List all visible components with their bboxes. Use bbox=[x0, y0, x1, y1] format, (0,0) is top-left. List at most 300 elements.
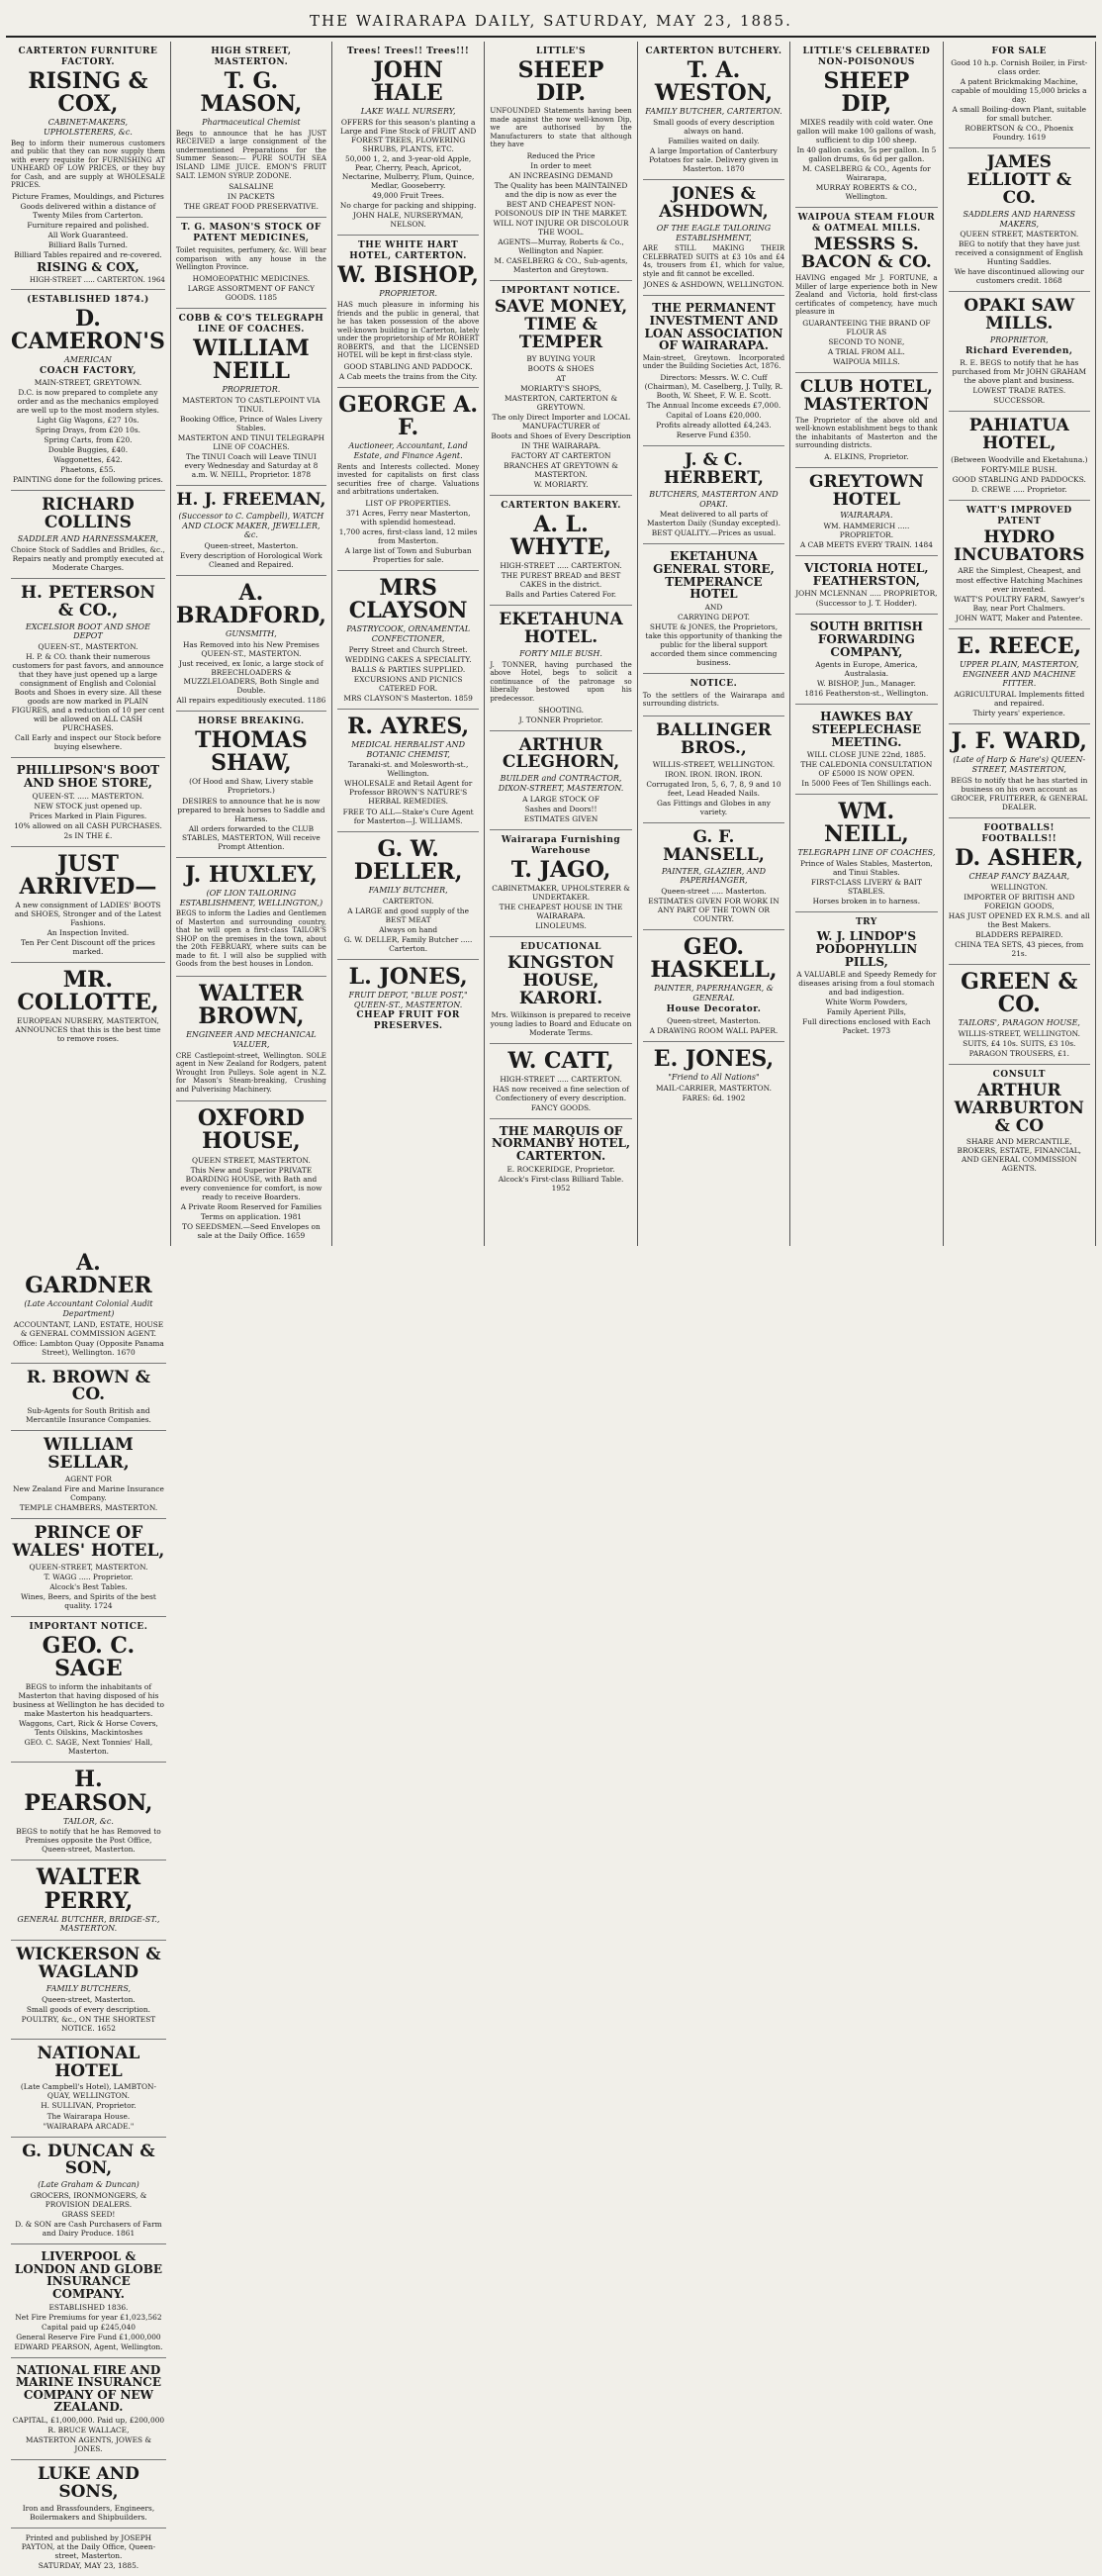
ad-line: (Successor to J. T. Hodder). bbox=[815, 599, 917, 609]
advertisement bbox=[176, 486, 326, 576]
ad-line: In 5000 Fees of Ten Shillings each. bbox=[801, 779, 932, 789]
ad-line: HOMOEOPATHIC MEDICINES. bbox=[192, 273, 311, 283]
ad-line: Mrs. Wilkinson is prepared to receive young ladies to Board and Educate on Moderate Terms. bbox=[490, 1009, 632, 1037]
ad-kicker: WAIPOUA STEAM FLOUR & OATMEAL MILLS. bbox=[797, 213, 936, 235]
ad-line: SHARE AND MERCANTILE, BROKERS, ESTATE, FINANCIAL, AND GENERAL COMMISSION AGENTS. bbox=[957, 1137, 1082, 1174]
ad-headline: J. & C. HERBERT, bbox=[663, 450, 764, 488]
advertisement bbox=[490, 830, 631, 937]
ad-headline: W. J. LINDOP'S PODOPHYLLIN PILLS, bbox=[815, 929, 918, 969]
ad-line: AND bbox=[704, 602, 723, 612]
ad-kicker: TRY bbox=[855, 917, 877, 928]
advertisement bbox=[643, 823, 784, 930]
ad-line: PARAGON TROUSERS, £1. bbox=[968, 1048, 1069, 1058]
ad-subheading: BUTCHERS, MASTERTON AND OPAKI. bbox=[649, 489, 779, 509]
advertisement bbox=[643, 446, 784, 544]
ad-kicker: (ESTABLISHED 1874.) bbox=[27, 295, 149, 306]
column-8 bbox=[6, 1246, 171, 2576]
ad-headline: G. W. DELLER, bbox=[353, 835, 463, 885]
ad-subheading: WAIRARAPA. bbox=[840, 511, 893, 521]
ad-line: AN INCREASING DEMAND bbox=[508, 170, 613, 180]
column-6 bbox=[790, 42, 943, 1246]
ad-line: W. BISHOP, Jun., Manager. bbox=[816, 679, 916, 689]
advertisement bbox=[11, 1364, 166, 1432]
ad-line: LARGE ASSORTMENT OF FANCY GOODS. 1185 bbox=[187, 283, 316, 302]
ad-line: W. MORIARTY. bbox=[533, 480, 589, 490]
ad-line: Good 10 h.p. Cornish Boiler, in First-class order. bbox=[951, 57, 1088, 76]
ad-line: WILL CLOSE JUNE 22nd, 1885. bbox=[806, 750, 926, 760]
ad-body-text: Begs to announce that he has JUST RECEIVED a large consignment of the undermentioned Preparations for the Summer Season:— PURE SOUTH SEA ISLAND LIME JUICE. EMON'S FRUIT SALT. LEMON SYRUP. ZODONE. bbox=[175, 129, 326, 180]
ad-line: JOHN MCLENNAN ..... PROPRIETOR, bbox=[795, 589, 938, 599]
ad-line: 371 Acres, Ferry near Masterton, with splendid homestead. bbox=[345, 508, 471, 526]
ad-headline: WALTER PERRY, bbox=[36, 1864, 141, 1914]
ad-line: TEMPLE CHAMBERS, MASTERTON. bbox=[19, 1503, 158, 1513]
ad-line: An Inspection Invited. bbox=[46, 928, 130, 938]
ad-headline: HYDRO INCUBATORS bbox=[954, 526, 1085, 565]
ad-caption: House Decorator. bbox=[666, 1003, 762, 1014]
advertisement bbox=[490, 606, 631, 730]
ad-line: MASTERTON AND TINUI TELEGRAPH LINE OF COACHES. bbox=[177, 432, 325, 451]
ad-line: CARTERTON. bbox=[382, 896, 434, 906]
masthead: THE WAIRARAPA DAILY, SATURDAY, MAY 23, 1885. bbox=[6, 6, 1096, 38]
ad-headline: J. HUXLEY, bbox=[184, 861, 318, 888]
ad-line: BEST AND CHEAPEST NON-POISONOUS DIP IN THE MARKET. bbox=[495, 199, 627, 218]
ad-body-text: HAVING engaged Mr J. FORTUNE, a Miller of large experience both in New Zealand and Victoria, hold first-class certificates of competency, have much pleasure in bbox=[795, 274, 938, 317]
ad-headline: R. BROWN & CO. bbox=[26, 1367, 151, 1405]
ad-line: T. WAGG ..... Proprietor. bbox=[44, 1572, 134, 1581]
ad-line: Sashes and Doors!! bbox=[524, 804, 597, 813]
ad-line: MIXES readily with cold water. One gallon will make 100 gallons of wash, sufficient to dip 100 sheep. bbox=[796, 118, 937, 145]
ad-line: GOOD STABLING AND PADDOCKS. bbox=[952, 474, 1086, 484]
ad-line: FIRST-CLASS LIVERY & BAIT STABLES. bbox=[810, 878, 922, 897]
ad-kicker: WATT'S IMPROVED PATENT bbox=[965, 505, 1072, 526]
ad-headline: T. A. WESTON, bbox=[654, 56, 774, 107]
ad-body-text: To the settlers of the Wairarapa and surrounding districts. bbox=[642, 691, 785, 709]
ad-headline: GEO. C. SAGE bbox=[42, 1633, 136, 1682]
ad-line: Waggonettes, £42. bbox=[53, 455, 123, 465]
ad-line: E. ROCKERIDGE, Proprietor. bbox=[506, 1164, 615, 1174]
ad-headline: WALTER BROWN, bbox=[198, 981, 305, 1030]
ad-line: SECOND TO NONE, bbox=[828, 336, 905, 346]
ad-headline: G. DUNCAN & SON, bbox=[22, 2141, 155, 2179]
advertisement bbox=[11, 963, 165, 1049]
ad-headline: OPAKI SAW MILLS. bbox=[964, 296, 1075, 334]
ad-subheading: PROPRIETOR, bbox=[989, 335, 1049, 345]
ad-line: Alcock's First-class Billiard Table. 1952 bbox=[498, 1174, 624, 1193]
ad-subheading: PROPRIETOR. bbox=[222, 384, 281, 394]
ad-headline: J. F. WARD, bbox=[951, 728, 1087, 755]
ad-subheading: PAINTER, PAPERHANGER, & GENERAL bbox=[654, 984, 774, 1003]
ad-line: MASTERTON TO CASTLEPOINT VIA TINUI. bbox=[182, 395, 321, 414]
ad-subheading: EXCELSIOR BOOT AND SHOE DEPOT bbox=[25, 621, 150, 641]
ad-headline: SAVE MONEY, TIME & TEMPER bbox=[494, 297, 628, 352]
ad-headline: PRINCE OF WALES' HOTEL, bbox=[12, 1523, 165, 1562]
advertisement bbox=[949, 412, 1090, 501]
ad-line: Waggons, Cart, Rick & Horse Covers, Tents Oilskins, Mackintoshes bbox=[18, 1719, 158, 1738]
ad-subheading: BUILDER and CONTRACTOR, DIXON-STREET, MASTERTON. bbox=[498, 774, 624, 794]
ad-kicker: LITTLE'S CELEBRATED NON-POISONOUS bbox=[802, 47, 931, 67]
ad-line: WILL NOT INJURE OR DISCOLOUR THE WOOL. bbox=[493, 219, 629, 238]
ad-headline: E. REECE, bbox=[957, 632, 1082, 659]
ad-line: LINOLEUMS. bbox=[535, 921, 587, 931]
ad-line: Spring Carts, from £20. bbox=[44, 435, 133, 445]
advertisement bbox=[643, 716, 784, 823]
ad-subheading: CABINET-MAKERS, UPHOLSTERERS, &c. bbox=[43, 118, 133, 137]
ad-line: QUEEN-ST. ..... MASTERTON. bbox=[32, 791, 144, 801]
ad-line: A small Boiling-down Plant, suitable for small butcher. bbox=[952, 105, 1087, 124]
advertisement bbox=[795, 705, 937, 795]
ad-line: FORTY-MILE BUSH. bbox=[980, 464, 1057, 474]
ad-headline: ARTHUR CLEGHORN, bbox=[502, 734, 620, 773]
ad-line: Double Buggies, £40. bbox=[47, 445, 129, 455]
ad-line: FARES: 6d. 1902 bbox=[682, 1093, 746, 1102]
advertisement bbox=[949, 965, 1090, 1065]
ad-line: AGENTS—Murray, Roberts & Co., Wellington and Napier. bbox=[498, 238, 624, 256]
ad-line: LOWEST TRADE RATES. bbox=[972, 385, 1066, 395]
ad-line: TO SEEDSMEN.—Seed Envelopes on sale at the Daily Office. 1659 bbox=[182, 1221, 321, 1240]
advertisement bbox=[11, 1519, 166, 1617]
ad-line: OFFERS for this season's planting a Large and Fine Stock of FRUIT AND FOREST TREES, FLOWERING SHRUBS, PLANTS, ETC. bbox=[339, 117, 477, 153]
ad-line: Reduced the Price bbox=[526, 150, 596, 160]
ad-line: H. P. & CO. thank their numerous customers for past favors, and announce that they have just opened up a large consignment of English and Colonial Boots and Shoes in every size. All these goods are now marked in PLAIN FIGURES, and a reduction of 10 per cent will be allowed on ALL CASH PURCHASES. bbox=[11, 652, 165, 733]
ad-subheading: TELEGRAPH LINE OF COACHES, bbox=[797, 848, 936, 858]
ad-line: CABINETMAKER, UPHOLSTERER & UNDERTAKER. bbox=[492, 883, 630, 902]
ad-headline: D. CAMERON'S bbox=[11, 306, 165, 355]
ad-subheading: LAKE WALL NURSERY, bbox=[360, 107, 456, 117]
advertisement bbox=[949, 1065, 1090, 1180]
ad-line: Thirty years' experience. bbox=[972, 709, 1065, 718]
ad-headline: H. J. FREEMAN, bbox=[176, 489, 326, 510]
ad-subheading: FAMILY BUTCHERS, bbox=[46, 1983, 132, 1993]
ad-line: BLADDERS REPAIRED. bbox=[975, 929, 1063, 939]
ad-subheading: (OF LION TAILORING ESTABLISHMENT, WELLINGTON,) bbox=[179, 888, 323, 907]
advertisement bbox=[11, 1431, 166, 1519]
ad-line: M. CASELBERG & CO., Agents for Wairarapa, bbox=[802, 164, 931, 183]
ad-line: SALSALINE bbox=[229, 182, 274, 192]
advertisement bbox=[490, 281, 631, 496]
ad-line: WHOLESALE and Retail Agent for Professor BROWN'S NATURE'S HERBAL REMEDIES. bbox=[343, 779, 473, 807]
advertisement bbox=[337, 236, 479, 388]
ad-subheading: SADDLERS AND HARNESS MAKERS, bbox=[963, 209, 1076, 229]
ad-kicker: Wairarapa Furnishing Warehouse bbox=[501, 834, 621, 856]
ad-line: All Work Guaranteed. bbox=[47, 230, 129, 239]
ad-line: BEST QUALITY.—Prices as usual. bbox=[651, 528, 777, 538]
ad-subheading: CHEAP FANCY BAZAAR, bbox=[968, 871, 1070, 881]
ad-line: No charge for packing and shipping. bbox=[339, 201, 477, 211]
ad-subheading: FAMILY BUTCHER, CARTERTON. bbox=[645, 107, 782, 117]
ad-line: WAIPOUA MILLS. bbox=[833, 356, 900, 366]
ad-headline: SOUTH BRITISH FORWARDING COMPANY, bbox=[809, 620, 924, 659]
ad-headline: EKETAHUNA GENERAL STORE, TEMPERANCE HOTEL bbox=[653, 549, 775, 602]
ad-line: HIGH-STREET ..... CARTERTON. bbox=[500, 1074, 622, 1084]
ad-headline: A. BRADFORD, bbox=[175, 580, 326, 629]
advertisement bbox=[337, 571, 479, 710]
ad-headline: MESSRS S. BACON & CO. bbox=[800, 235, 932, 273]
advertisement bbox=[643, 42, 784, 180]
ad-line: WILLIS-STREET, WELLINGTON. bbox=[958, 1028, 1080, 1038]
advertisement bbox=[11, 2358, 166, 2461]
ad-line: GUARANTEEING THE BRAND OF FLOUR AS bbox=[802, 318, 931, 336]
ad-line: THE CALEDONIA CONSULTATION OF £5000 IS NOW OPEN. bbox=[800, 760, 933, 779]
ad-headline: GREEN & CO. bbox=[961, 968, 1078, 1017]
ad-line: IN THE WAIRARAPA. bbox=[520, 441, 601, 450]
ad-line: PAINTING done for the following prices. bbox=[12, 475, 163, 485]
ad-line: MRS CLAYSON'S Masterton. 1859 bbox=[343, 693, 473, 703]
ad-kicker: NOTICE. bbox=[689, 678, 738, 689]
ad-line: The Annual Income exceeds £7,000. bbox=[646, 400, 781, 410]
ad-line: D. CREWE ..... Proprietor. bbox=[970, 484, 1067, 494]
advertisement bbox=[490, 731, 631, 830]
ad-headline: MRS CLAYSON bbox=[348, 574, 468, 623]
ad-line: Queen-street, Masterton. bbox=[42, 1994, 136, 2004]
ad-line: Phaetons, £55. bbox=[60, 465, 116, 475]
ad-line: Every description of Horological Work Cleaned and Repaired. bbox=[180, 551, 322, 570]
ad-line: G. W. DELLER, Family Butcher ..... Carterton. bbox=[343, 934, 473, 953]
ad-subheading: UPPER PLAIN, MASTERTON, ENGINEER AND MACHINE FITTER. bbox=[960, 659, 1079, 689]
advertisement bbox=[176, 42, 326, 218]
ad-headline: GEORGE A. F. bbox=[338, 391, 479, 440]
ad-body-text: UNFOUNDED Statements having been made against the now well-known Dip, we are authorised by the Manufacturers to state that although they have bbox=[490, 107, 632, 149]
advertisement bbox=[11, 2460, 166, 2528]
advertisement bbox=[11, 2138, 166, 2245]
advertisement bbox=[643, 180, 784, 296]
ad-body-text: HAS much pleasure in informing his friends and the public in general, that he has taken possession of the above well-known building in Carterton, lately under the proprietorship of Mr ROBERT ROBERTS, and that the LICENSED HOTEL will be kept in first-class style. bbox=[336, 301, 480, 360]
advertisement bbox=[11, 1617, 166, 1763]
ad-line: SHOOTING. bbox=[538, 705, 584, 715]
ad-body-text: The Proprietor of the above old and well-known establishment begs to thank the inhabitants of Masterton and the surrounding districts. bbox=[795, 416, 938, 450]
ad-line: BALLS & PARTIES SUPPLIED. bbox=[351, 664, 466, 674]
ad-body-text: Toilet requisites, perfumery, &c. Will bear comparison with any house in the Wellington Province. bbox=[175, 246, 326, 272]
ad-kicker: COBB & CO'S TELEGRAPH LINE OF COACHES. bbox=[178, 313, 324, 334]
ad-headline: MR. COLLOTTE, bbox=[17, 967, 159, 1016]
ad-kicker: IMPORTANT NOTICE. bbox=[29, 1622, 148, 1633]
advertisement bbox=[337, 960, 479, 1039]
ad-line: Wines, Beers, and Spirits of the best quality. 1724 bbox=[20, 1591, 156, 1610]
ad-subheading: (Late Graham & Duncan) bbox=[38, 2180, 139, 2190]
ad-line: BEGS to notify that he has started in business on his own account as GROCER, FRUITERER, & GENERAL DEALER. bbox=[951, 775, 1088, 811]
advertisement bbox=[949, 818, 1090, 965]
ad-line: A large list of Town and Suburban Properties for sale. bbox=[344, 545, 472, 564]
ad-subheading: TAILOR, &c. bbox=[62, 1816, 114, 1826]
ad-line: (Between Woodville and Eketahuna.) bbox=[951, 454, 1088, 464]
ad-headline: THE PERMANENT INVESTMENT AND LOAN ASSOCIATION OF WAIRARAPA. bbox=[644, 301, 783, 353]
ad-body-text: ARE STILL MAKING THEIR CELEBRATED SUITS at £3 10s and £4 4s, trousers from £1, which for value, style and fit cannot be excelled. bbox=[642, 244, 785, 278]
ad-headline: EKETAHUNA HOTEL. bbox=[499, 610, 623, 648]
ad-headline: BALLINGER BROS., bbox=[656, 720, 772, 758]
advertisement bbox=[11, 579, 165, 759]
ad-subheading: "Friend to All Nations" bbox=[668, 1073, 760, 1082]
ad-subheading: GUNSMITH, bbox=[225, 629, 277, 639]
ad-subheading: ENGINEER AND MECHANICAL VALUER, bbox=[186, 1030, 317, 1049]
ad-line: (Of Hood and Shaw, Livery stable Proprietors.) bbox=[189, 777, 314, 796]
ad-line: QUEEN STREET, MASTERTON. bbox=[191, 1155, 311, 1165]
advertisement bbox=[11, 42, 165, 290]
ad-kicker: THE WHITE HART HOTEL, CARTERTON. bbox=[349, 240, 467, 262]
ad-subheading: PAINTER, GLAZIER, AND PAPERHANGER, bbox=[661, 866, 767, 886]
ad-body-text: BEGS to inform the Ladies and Gentlemen of Masterton and surrounding country, that he will open a first-class TAILOR'S SHOP on the premises in the town, about the 20th FEBRUARY, where suits can be made to fit. I will also be supplied with Goods from the best houses in London. bbox=[175, 909, 326, 969]
ad-headline: PHILLIPSON'S BOOT AND SHOE STORE, bbox=[16, 763, 160, 791]
ad-headline: THOMAS SHAW, bbox=[195, 727, 308, 777]
advertisement bbox=[949, 148, 1090, 292]
ad-line: Billiard Tables repaired and re-covered. bbox=[14, 250, 162, 259]
ad-line: THE GREAT FOOD PRESERVATIVE. bbox=[183, 202, 319, 212]
advertisement bbox=[795, 373, 937, 468]
ad-line: BEGS to inform the inhabitants of Masterton that having disposed of his business at Wellington he has decided to make Masterton his headquarters. bbox=[12, 1682, 164, 1719]
advertisement bbox=[11, 491, 165, 579]
ad-line: GEO. C. SAGE, Next Tonnies' Hall, Masterton. bbox=[24, 1738, 153, 1757]
ad-line: A LARGE and good supply of the BEST MEAT bbox=[347, 906, 469, 924]
ad-caption: Richard Everenden, bbox=[965, 345, 1073, 356]
ad-line: M. CASELBERG & CO., Sub-agents, Masterton and Greytown. bbox=[494, 256, 628, 275]
ad-kicker: Trees! Trees!! Trees!!! bbox=[346, 47, 470, 56]
ad-line: SATURDAY, MAY 23, 1885. bbox=[38, 2561, 139, 2571]
advertisement bbox=[795, 615, 937, 705]
ad-line: SUITS, £4 10s. SUITS, £3 10s. bbox=[963, 1038, 1076, 1048]
ad-line: A patent Brickmaking Machine, capable of moulding 15,000 bricks a day. bbox=[952, 77, 1087, 105]
ad-line: FACTORY AT CARTERTON bbox=[510, 451, 611, 461]
ad-line: WATT'S POULTRY FARM, Sawyer's Bay, near Port Chalmers. bbox=[954, 594, 1085, 613]
advertisement bbox=[949, 629, 1090, 724]
ad-subheading: FAMILY BUTCHER, bbox=[368, 885, 448, 895]
ad-kicker: HORSE BREAKING. bbox=[198, 716, 305, 727]
ad-line: ESTABLISHED 1836. bbox=[48, 2302, 129, 2312]
advertisement bbox=[11, 290, 165, 491]
ad-line: CHINA TEA SETS, 43 pieces, from 21s. bbox=[955, 939, 1084, 958]
ad-headline: JAMES ELLIOTT & CO. bbox=[966, 152, 1072, 208]
ad-headline: A. L. WHYTE, bbox=[510, 512, 612, 561]
ad-line: Picture Frames, Mouldings, and Pictures bbox=[12, 191, 164, 201]
ad-subheading: (Late Accountant Colonial Audit Department) bbox=[24, 1299, 153, 1318]
ad-line: Goods delivered within a distance of Twenty Miles from Carterton. bbox=[20, 201, 156, 220]
ad-line: WELLINGTON. bbox=[990, 882, 1048, 892]
ad-line: Capital of Loans £20,000. bbox=[666, 411, 762, 420]
ad-line: A large Importation of Canterbury Potatoes for sale. Delivery given in Masterton. 1870 bbox=[649, 146, 779, 174]
ad-line: Prince of Wales Stables, Masterton, and Tinui Stables. bbox=[799, 859, 933, 878]
ad-caption: COACH FACTORY, bbox=[39, 366, 137, 377]
ad-headline: LUKE AND SONS, bbox=[37, 2464, 139, 2503]
advertisement bbox=[176, 309, 326, 486]
ad-headline: NATIONAL FIRE AND MARINE INSURANCE COMPANY OF NEW ZEALAND. bbox=[15, 2362, 161, 2415]
ad-headline: GREYTOWN HOTEL bbox=[808, 471, 924, 510]
advertisement bbox=[490, 496, 631, 606]
ad-line: JOHN WATT, Maker and Patentee. bbox=[956, 613, 1083, 622]
ad-line: QUEEN-ST., MASTERTON. bbox=[38, 642, 138, 652]
ad-footer: HIGH-STREET ..... CARTERTON. 1964 bbox=[29, 275, 165, 284]
ad-line: In 40 gallon casks, 5s per gallon. In 5 gallon drums, 6s 6d per gallon. bbox=[796, 145, 937, 164]
ad-line: 50,000 1, 2, and 3-year-old Apple, Pear, Cherry, Peach, Apricot, Nectarine, Mulberry, Plum, Quince, Medlar, Gooseberry. bbox=[341, 154, 475, 191]
ad-headline: THE MARQUIS OF NORMANBY HOTEL, CARTERTON. bbox=[491, 1123, 631, 1164]
ad-headline: E. JONES, bbox=[653, 1045, 775, 1072]
ad-line: ARE the Simplest, Cheapest, and most effective Hatching Machines ever invented. bbox=[956, 566, 1083, 594]
ad-line: ESTIMATES GIVEN bbox=[523, 813, 598, 823]
ad-kicker: LITTLE'S bbox=[536, 47, 587, 56]
ad-line: QUEEN STREET, MASTERTON. bbox=[960, 230, 1079, 239]
ad-line: Alcock's Best Tables. bbox=[49, 1581, 128, 1591]
ad-line: EDWARD PEARSON, Agent, Wellington. bbox=[14, 2341, 163, 2351]
ad-subheading: Auctioneer, Accountant, Land Estate, and Finance Agent. bbox=[348, 441, 468, 460]
ad-line: Just received, ex Ionic, a large stock of BREECHLOADERS & MUZZLELOADERS, Both Single and Double. bbox=[179, 659, 323, 696]
ad-line: Always on hand bbox=[379, 924, 438, 934]
ad-line: AGENT FOR bbox=[64, 1475, 112, 1484]
ad-headline: D. ASHER, bbox=[955, 844, 1084, 871]
ad-body-text: J. TONNER, having purchased the above Hotel, begs to solicit a continuance of the patronage so liberally bestowed upon his predecessor. bbox=[490, 660, 632, 703]
ad-line: FREE TO ALL—Stake's Cure Agent for Masterton—J. WILLIAMS. bbox=[342, 807, 474, 825]
ad-line: (Late Campbell's Hotel), LAMBTON-QUAY, WELLINGTON. bbox=[20, 2082, 156, 2101]
ad-line: Light Gig Wagons, £27 10s. bbox=[37, 416, 139, 426]
ad-line: R. E. BEGS to notify that he has purchased from Mr JOHN GRAHAM the above plant and business. bbox=[952, 357, 1087, 385]
ad-signature: RISING & COX, bbox=[37, 260, 139, 275]
ad-line: Printed and published by JOSEPH PAYTON, at the Daily Office, Queen-street, Masterton. bbox=[21, 2532, 156, 2560]
ad-line: A DRAWING ROOM WALL PAPER. bbox=[649, 1025, 779, 1035]
column-5 bbox=[638, 42, 790, 1246]
ad-line: MASTERTON AGENTS, JOWES & JONES. bbox=[25, 2435, 151, 2454]
ad-line: 1,700 acres, first-class land, 12 miles from Masterton. bbox=[338, 526, 478, 545]
advertisement bbox=[176, 712, 326, 857]
advertisement bbox=[643, 930, 784, 1042]
advertisement bbox=[643, 1042, 784, 1108]
column-4 bbox=[485, 42, 637, 1246]
advertisement bbox=[795, 795, 937, 912]
ad-headline: WILLIAM NEILL bbox=[193, 334, 310, 384]
ad-headline: H. PEARSON, bbox=[24, 1766, 153, 1816]
ad-line: The Wairarapa House. bbox=[46, 2111, 131, 2121]
ad-line: The Quality has been MAINTAINED and the dip is now as ever the bbox=[494, 180, 628, 199]
ad-line: New Zealand Fire and Marine Insurance Company. bbox=[13, 1484, 164, 1503]
ad-headline: HAWKES BAY STEEPLECHASE MEETING. bbox=[811, 710, 922, 749]
ad-line: A LARGE STOCK OF bbox=[522, 794, 599, 804]
ad-headline: H. PETERSON & CO., bbox=[20, 582, 155, 620]
ad-line: BY BUYING YOUR bbox=[526, 353, 596, 363]
ad-line: MAIL-CARRIER, MASTERTON. bbox=[655, 1083, 772, 1093]
ad-line: D. & SON are Cash Purchasers of Farm and Dairy Produce. 1861 bbox=[15, 2220, 162, 2239]
ad-headline: JONES & ASHDOWN, bbox=[659, 184, 769, 222]
column-2 bbox=[171, 42, 332, 1246]
ad-body-text: Rents and Interests collected. Money invested for capitalists on first class securities free of charge. Valuations and arbitrations undertaken. bbox=[336, 462, 480, 497]
ad-line: A CAB MEETS EVERY TRAIN. 1484 bbox=[799, 540, 933, 550]
ad-line: Gas Fittings and Globes in any variety. bbox=[657, 798, 771, 816]
ad-headline: RICHARD COLLINS bbox=[42, 495, 135, 533]
ad-line: EXCURSIONS AND PICNICS CATERED FOR. bbox=[353, 674, 463, 693]
ad-subheading: MEDICAL HERBALIST AND BOTANIC CHEMIST, bbox=[351, 739, 466, 759]
ad-body-text: CRE Castlepoint-street, Wellington. SOLE agent in New Zealand for Rodgers, patent Wrought Iron Pulleys. Sole agent in N.Z. for Mason's Steam-breaking, Crushing and Pulverising Machinery. bbox=[175, 1051, 326, 1094]
ad-subheading: GENERAL BUTCHER, BRIDGE-ST., MASTERTON. bbox=[17, 1914, 160, 1934]
ad-line: ESTIMATES GIVEN FOR WORK IN ANY PART OF THE TOWN OR COUNTRY. bbox=[648, 897, 780, 924]
ad-subheading: FRUIT DEPOT, "BLUE POST," QUEEN-ST., MASTERTON. bbox=[348, 990, 468, 1009]
ad-line: JONES & ASHDOWN, WELLINGTON. bbox=[643, 280, 784, 290]
advertisement bbox=[949, 42, 1090, 148]
ad-headline: R. AYRES, bbox=[347, 713, 470, 739]
ad-line: Small goods of every description always on hand. bbox=[653, 117, 775, 136]
ad-line: 2s IN THE £. bbox=[63, 830, 113, 840]
ad-line: BEGS to notify that he has Removed to Premises opposite the Post Office, Queen-street, Masterton. bbox=[16, 1827, 161, 1855]
ad-line: DESIRES to announce that he is now prepared to break horses to Saddle and Harness. bbox=[177, 796, 325, 823]
ad-headline: JUST ARRIVED— bbox=[19, 850, 157, 900]
ad-line: Queen-street, Masterton. bbox=[204, 541, 299, 551]
ad-kicker: FOR SALE bbox=[991, 47, 1048, 56]
ad-line: Corrugated Iron, 5, 6, 7, 8, 9 and 10 feet, Lead Headed Nails. bbox=[646, 779, 781, 798]
ad-line: JOHN HALE, NURSERYMAN, NELSON. bbox=[353, 211, 464, 230]
ad-line: Small goods of every description. bbox=[26, 2004, 150, 2014]
ad-line: Agents in Europe, America, Australasia. bbox=[815, 660, 918, 679]
advertisement bbox=[795, 468, 937, 557]
ad-line: Furniture repaired and polished. bbox=[27, 220, 149, 230]
ad-line: Boots and Shoes of Every Description bbox=[491, 430, 631, 440]
ad-line: POULTRY, &c., ON THE SHORTEST NOTICE. 1652 bbox=[21, 2014, 156, 2033]
ad-line: Meat delivered to all parts of Masterton Daily (Sunday excepted). bbox=[646, 510, 781, 528]
ad-headline: SHEEP DIP. bbox=[517, 56, 604, 107]
advertisement bbox=[490, 937, 631, 1044]
ad-line: SHUTE & JONES, the Proprietors, take this opportunity of thanking the public for the liberal support accorded them since commencing business. bbox=[645, 621, 782, 667]
ad-line: HAS JUST OPENED EX R.M.S. and all the Best Makers. bbox=[948, 910, 1090, 929]
